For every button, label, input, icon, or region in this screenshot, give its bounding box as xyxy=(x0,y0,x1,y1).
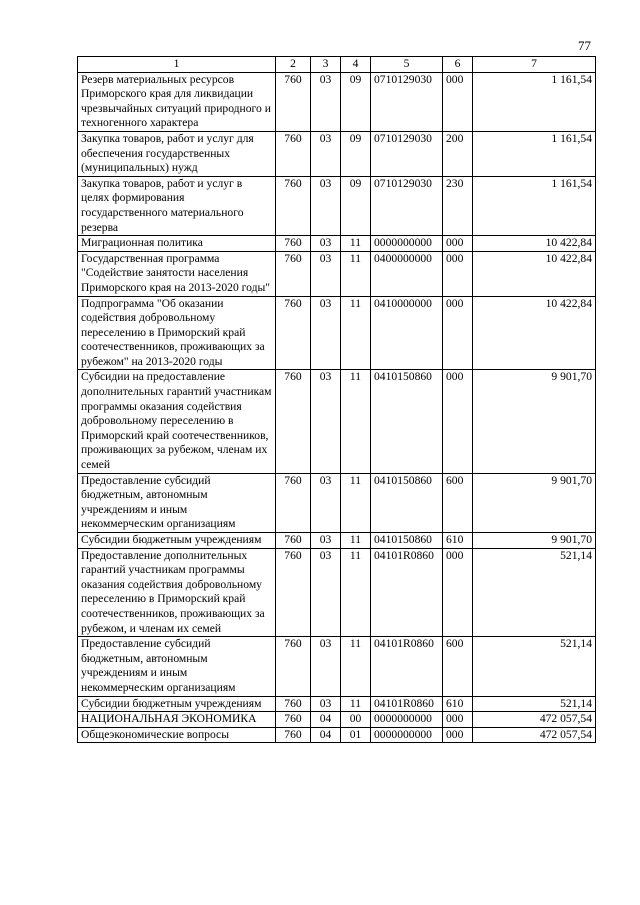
row-amount: 1 161,54 xyxy=(473,176,596,235)
row-amount: 10 422,84 xyxy=(473,296,596,370)
row-code-c5: 0710129030 xyxy=(371,176,443,235)
row-name: Закупка товаров, работ и услуг для обеспечения государственных (муниципальных) нужд xyxy=(78,131,276,176)
row-code-c2: 760 xyxy=(276,696,311,712)
row-code-c6: 600 xyxy=(443,637,473,696)
page-number: 77 xyxy=(578,38,591,53)
row-amount: 521,14 xyxy=(473,548,596,637)
row-code-c2: 760 xyxy=(276,370,311,473)
row-name: НАЦИОНАЛЬНАЯ ЭКОНОМИКА xyxy=(78,712,276,728)
row-amount: 472 057,54 xyxy=(473,712,596,728)
row-code-c6: 230 xyxy=(443,176,473,235)
row-code-c4: 11 xyxy=(341,637,371,696)
row-name: Предоставление субсидий бюджетным, автономным учреждениям и иным некоммерческим организациям xyxy=(78,637,276,696)
row-code-c2: 760 xyxy=(276,72,311,131)
row-code-c5: 0000000000 xyxy=(371,727,443,743)
row-code-c4: 11 xyxy=(341,236,371,252)
row-name: Миграционная политика xyxy=(78,236,276,252)
header-cell: 1 xyxy=(78,57,276,73)
row-name: Субсидии на предоставление дополнительных гарантий участникам программы оказания содействия добровольному переселению в Приморский край соотечественников, проживающих за рубежом, членам их семей xyxy=(78,370,276,473)
header-cell: 7 xyxy=(473,57,596,73)
row-code-c4: 09 xyxy=(341,131,371,176)
row-amount: 1 161,54 xyxy=(473,131,596,176)
row-code-c4: 11 xyxy=(341,370,371,473)
row-name: Общеэкономические вопросы xyxy=(78,727,276,743)
row-amount: 521,14 xyxy=(473,637,596,696)
row-name: Государственная программа "Содействие занятости населения Приморского края на 2013-2020 годы" xyxy=(78,251,276,296)
row-code-c6: 610 xyxy=(443,696,473,712)
header-cell: 2 xyxy=(276,57,311,73)
row-code-c4: 11 xyxy=(341,533,371,549)
header-cell: 4 xyxy=(341,57,371,73)
row-code-c3: 03 xyxy=(311,176,341,235)
row-code-c5: 0410150860 xyxy=(371,473,443,532)
row-amount: 1 161,54 xyxy=(473,72,596,131)
row-code-c2: 760 xyxy=(276,176,311,235)
row-code-c4: 09 xyxy=(341,72,371,131)
row-code-c5: 0710129030 xyxy=(371,131,443,176)
table-row xyxy=(78,251,596,296)
row-code-c5: 0000000000 xyxy=(371,236,443,252)
row-code-c3: 04 xyxy=(311,727,341,743)
row-code-c3: 03 xyxy=(311,370,341,473)
table-row xyxy=(78,176,596,235)
row-code-c4: 11 xyxy=(341,296,371,370)
header-cell: 5 xyxy=(371,57,443,73)
row-code-c2: 760 xyxy=(276,548,311,637)
row-code-c6: 600 xyxy=(443,473,473,532)
row-code-c3: 03 xyxy=(311,696,341,712)
row-amount: 9 901,70 xyxy=(473,370,596,473)
table-row xyxy=(78,696,596,712)
row-code-c2: 760 xyxy=(276,712,311,728)
table-row xyxy=(78,370,596,473)
row-code-c6: 000 xyxy=(443,251,473,296)
row-code-c5: 0400000000 xyxy=(371,251,443,296)
budget-table xyxy=(77,56,596,743)
row-code-c4: 09 xyxy=(341,176,371,235)
row-code-c4: 00 xyxy=(341,712,371,728)
row-name: Субсидии бюджетным учреждениям xyxy=(78,533,276,549)
row-code-c3: 03 xyxy=(311,251,341,296)
row-code-c4: 11 xyxy=(341,251,371,296)
row-code-c4: 01 xyxy=(341,727,371,743)
row-code-c3: 03 xyxy=(311,637,341,696)
row-code-c6: 610 xyxy=(443,533,473,549)
row-code-c5: 04101R0860 xyxy=(371,637,443,696)
row-code-c4: 11 xyxy=(341,696,371,712)
row-name: Предоставление дополнительных гарантий участникам программы оказания содействия добровольному переселению в Приморский край соотечественников, проживающих за рубежом, и членам их семей xyxy=(78,548,276,637)
row-code-c6: 000 xyxy=(443,548,473,637)
table-row xyxy=(78,473,596,532)
row-code-c2: 760 xyxy=(276,236,311,252)
row-code-c6: 000 xyxy=(443,712,473,728)
row-code-c2: 760 xyxy=(276,473,311,532)
row-code-c4: 11 xyxy=(341,473,371,532)
row-code-c2: 760 xyxy=(276,727,311,743)
table-row xyxy=(78,712,596,728)
row-code-c3: 03 xyxy=(311,533,341,549)
row-amount: 9 901,70 xyxy=(473,473,596,532)
row-amount: 521,14 xyxy=(473,696,596,712)
row-code-c2: 760 xyxy=(276,637,311,696)
row-amount: 472 057,54 xyxy=(473,727,596,743)
row-code-c5: 04101R0860 xyxy=(371,548,443,637)
row-code-c2: 760 xyxy=(276,251,311,296)
table-row xyxy=(78,548,596,637)
table-row xyxy=(78,637,596,696)
row-code-c5: 04101R0860 xyxy=(371,696,443,712)
row-code-c5: 0410000000 xyxy=(371,296,443,370)
table-row xyxy=(78,727,596,743)
row-code-c3: 03 xyxy=(311,72,341,131)
row-code-c2: 760 xyxy=(276,131,311,176)
row-code-c4: 11 xyxy=(341,548,371,637)
table-row xyxy=(78,533,596,549)
row-amount: 10 422,84 xyxy=(473,251,596,296)
row-code-c3: 03 xyxy=(311,473,341,532)
row-code-c3: 03 xyxy=(311,131,341,176)
row-code-c2: 760 xyxy=(276,296,311,370)
row-code-c5: 0410150860 xyxy=(371,370,443,473)
row-code-c3: 03 xyxy=(311,236,341,252)
row-code-c2: 760 xyxy=(276,533,311,549)
row-code-c5: 0710129030 xyxy=(371,72,443,131)
header-cell: 6 xyxy=(443,57,473,73)
row-name: Резерв материальных ресурсов Приморского края для ликвидации чрезвычайных ситуаций природного и техногенного характера xyxy=(78,72,276,131)
row-name: Закупка товаров, работ и услуг в целях формирования государственного материального резерва xyxy=(78,176,276,235)
table-row xyxy=(78,236,596,252)
table-row xyxy=(78,72,596,131)
row-code-c5: 0000000000 xyxy=(371,712,443,728)
row-code-c3: 03 xyxy=(311,548,341,637)
row-name: Субсидии бюджетным учреждениям xyxy=(78,696,276,712)
row-amount: 10 422,84 xyxy=(473,236,596,252)
row-name: Подпрограмма "Об оказании содействия добровольному переселению в Приморский край соотечественников, проживающих за рубежом" на 2013-2020 годы xyxy=(78,296,276,370)
table-row xyxy=(78,296,596,370)
row-name: Предоставление субсидий бюджетным, автономным учреждениям и иным некоммерческим организациям xyxy=(78,473,276,532)
row-code-c5: 0410150860 xyxy=(371,533,443,549)
row-code-c6: 000 xyxy=(443,72,473,131)
row-code-c6: 000 xyxy=(443,727,473,743)
table-row xyxy=(78,131,596,176)
row-code-c6: 000 xyxy=(443,236,473,252)
header-cell: 3 xyxy=(311,57,341,73)
row-code-c3: 03 xyxy=(311,296,341,370)
row-amount: 9 901,70 xyxy=(473,533,596,549)
row-code-c6: 000 xyxy=(443,370,473,473)
row-code-c3: 04 xyxy=(311,712,341,728)
header-row xyxy=(78,57,596,73)
row-code-c6: 200 xyxy=(443,131,473,176)
row-code-c6: 000 xyxy=(443,296,473,370)
